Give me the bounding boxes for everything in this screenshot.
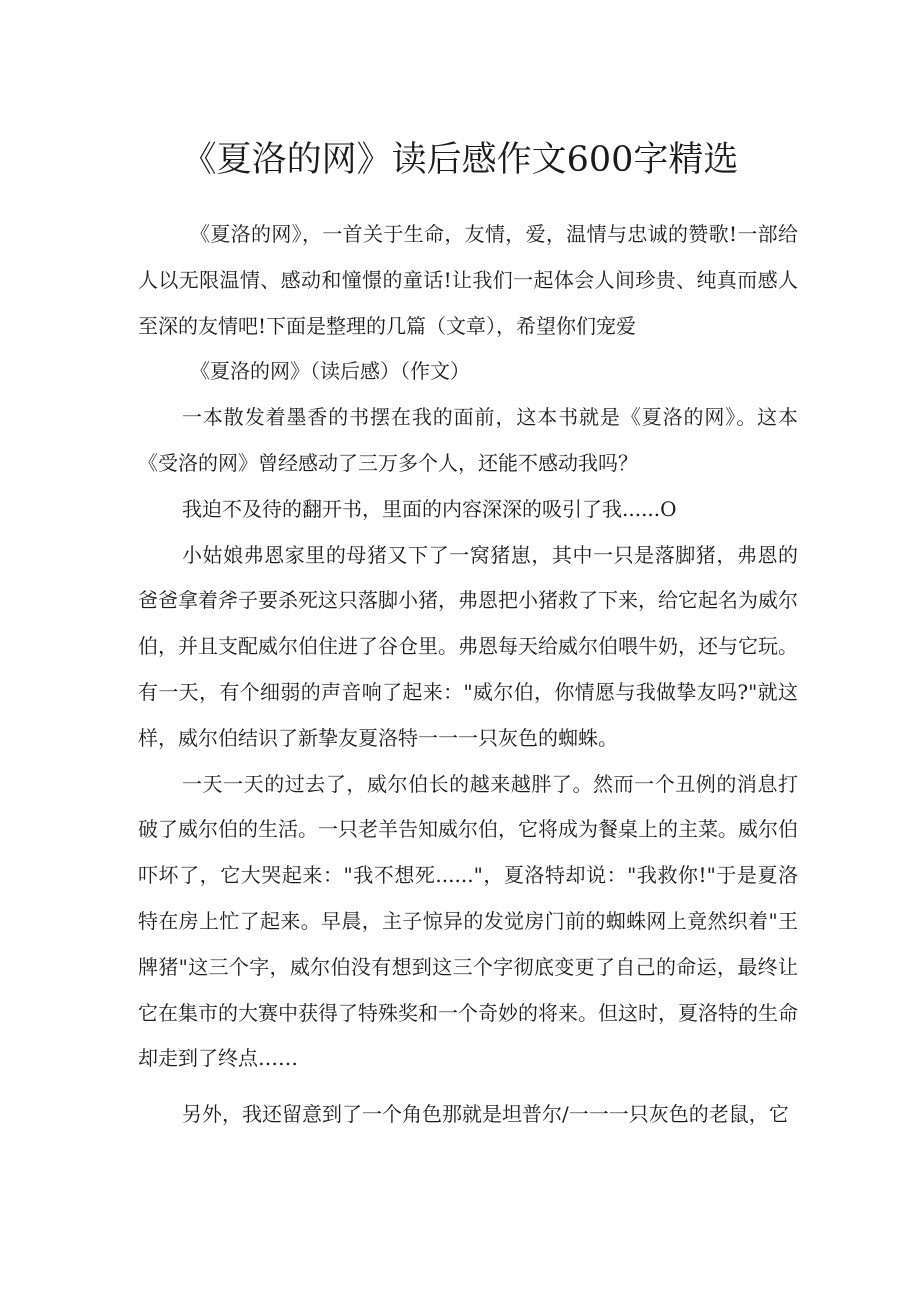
section-heading: 《夏洛的网》（读后感）（作文）: [190, 359, 470, 384]
body-paragraph: 一本散发着墨香的书摆在我的面前，这本书就是《夏洛的网》。这本《受洛的网》曾经感动了三万多个人，还能不感动我吗？: [138, 405, 798, 475]
body-paragraph: 另外，我还留意到了一个角色那就是坦普尔/一一一只灰色的老鼠，它: [182, 1102, 789, 1127]
document-body: [138, 212, 798, 1138]
body-paragraph: 我迫不及待的翻开书，里面的内容深深的吸引了我......O: [182, 496, 677, 521]
body-paragraph: 一天一天的过去了，威尔伯长的越来越胖了。然而一个丑例的消息打破了威尔伯的生活。一只老羊告知威尔伯，它将成为餐桌上的主菜。威尔伯吓坏了，它大哭起来："我不想死......"，夏洛特却说："我救你!"于是夏洛特在房上忙了起来。早晨，主子惊异的发觉房门前的蜘蛛网上竟然织着"王牌猪"这三个字，威尔伯没有想到这三个字彻底变更了自己的命运，最终让它在集市的大赛中获得了特殊奖和一个奇妙的将来。但这时，夏洛特的生命却走到了终点……: [138, 771, 798, 1071]
body-paragraph: 小姑娘弗恩家里的母猪又下了一窝猪崽，其中一只是落脚猪，弗恩的爸爸拿着斧子要杀死这只落脚小猪，弗恩把小猪救了下来，给它起名为威尔伯，并且支配威尔伯住进了谷仓里。弗恩每天给威尔伯喂牛奶，还与它玩。有一天，有个细弱的声音响了起来："威尔伯，你情愿与我做挚友吗?"就这样，威尔伯结识了新挚友夏洛特一一一只灰色的蜘蛛。: [138, 542, 798, 750]
intro-paragraph: 《夏洛的网》，一首关于生命，友情，爱，温情与忠诚的赞歌!一部给人以无限温情、感动和憧憬的童话!让我们一起体会人间珍贵、纯真而感人至深的友情吧!下面是整理的几篇（文章），希望你们宠爱: [138, 222, 798, 338]
document-title: 《夏洛的网》读后感作文600字精选: [181, 140, 739, 180]
